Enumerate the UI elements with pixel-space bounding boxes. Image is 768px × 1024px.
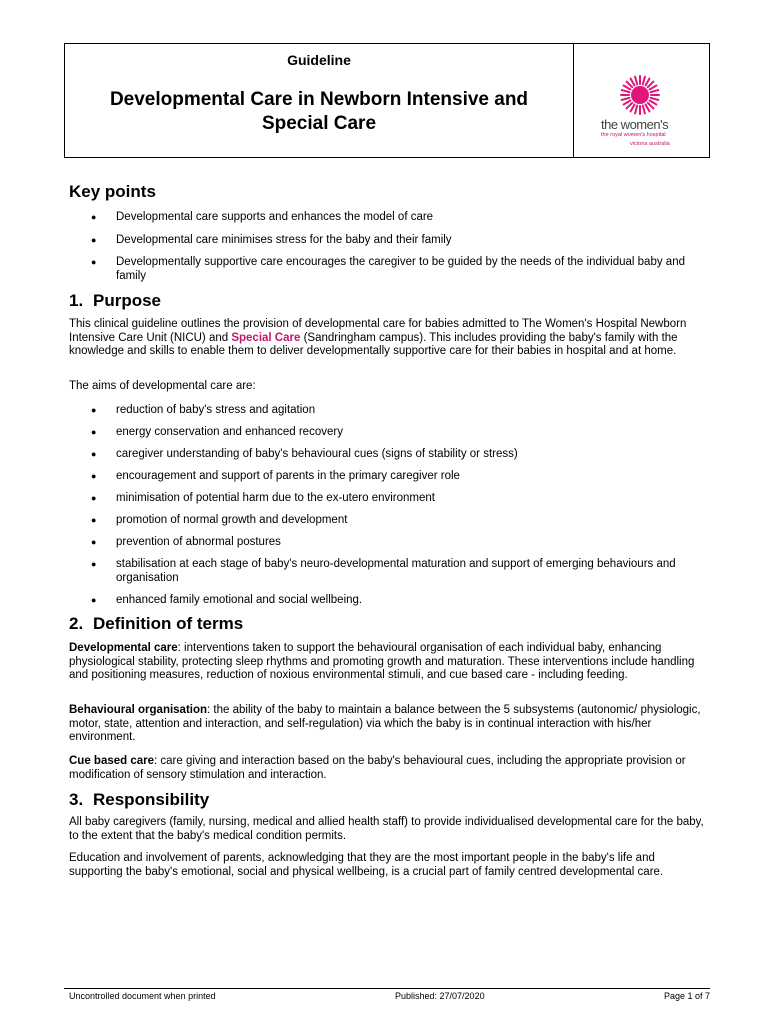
definition-cue-based-care: Cue based care: care giving and interaction based on the baby's behavioural cues, including the appropriate provision or modification of sensory stimulation and interaction. [69, 755, 686, 781]
hospital-logo [574, 44, 709, 157]
logo-subtitle: the royal women's hospital [601, 132, 666, 138]
footer-published: Published: 27/07/2020 [395, 991, 485, 1001]
footer-page-number: Page 1 of 7 [663, 991, 710, 1001]
header-title-cell [65, 44, 574, 157]
logo-name: the women's [601, 117, 669, 132]
definitions-heading: 2. Definition of terms [69, 614, 244, 633]
responsibility-paragraph-2: Education and involvement of parents, acknowledging that they are the most important people in the baby's life and supporting the baby's emotional, social and physical wellbeing, is a crucial part of family centred developmental care. [69, 852, 664, 878]
logo-burst-icon [619, 74, 661, 116]
logo-location: victoria australia [630, 141, 670, 147]
responsibility-paragraph-1: All baby caregivers (family, nursing, medical and allied health staff) to provide individualised developmental care for the baby, to the extent that the baby's medical condition permits. [69, 816, 704, 842]
key-points-heading: Key points [69, 182, 156, 201]
footer-divider [64, 988, 710, 989]
footer-left: Uncontrolled document when printed [69, 991, 216, 1001]
document-title-line1: Developmental Care in Newborn Intensive and [109, 89, 529, 110]
purpose-heading: 1. Purpose [69, 291, 162, 310]
document-title [65, 88, 573, 136]
definition-developmental-care: Developmental care: interventions taken to support the behavioural organisation of each individual baby, enhancing physiological stability, protecting sleep rhythms and promoting growth and maturation. These interventions include handling and positioning measures, reduction of noxious environmental stimuli, and cue based care - including feeding. [69, 642, 695, 682]
document-header [64, 43, 710, 158]
special-care-link[interactable]: Special Care [231, 331, 301, 344]
document-title-line2: Special Care [261, 113, 377, 134]
document-type: Guideline [287, 52, 351, 68]
aims-intro: The aims of developmental care are: [69, 380, 256, 392]
purpose-paragraph: This clinical guideline outlines the provision of developmental care for babies admitted to The Women's Hospital Newborn Intensive Care Unit (NICU) and Special Care (Sandringham campus). This includes providing the baby's family with the knowledge and skills to enable them to deliver developmentally supportive care for their babies in hospital and at home. [69, 318, 687, 358]
definition-behavioural-organisation: Behavioural organisation: the ability of the baby to maintain a balance between the 5 subsystems (autonomic/ physiologic, motor, state, attention and interaction, and self-regulation) via which the baby is in continual interaction with his/her environment. [69, 704, 701, 744]
responsibility-heading: 3. Responsibility [69, 790, 210, 809]
